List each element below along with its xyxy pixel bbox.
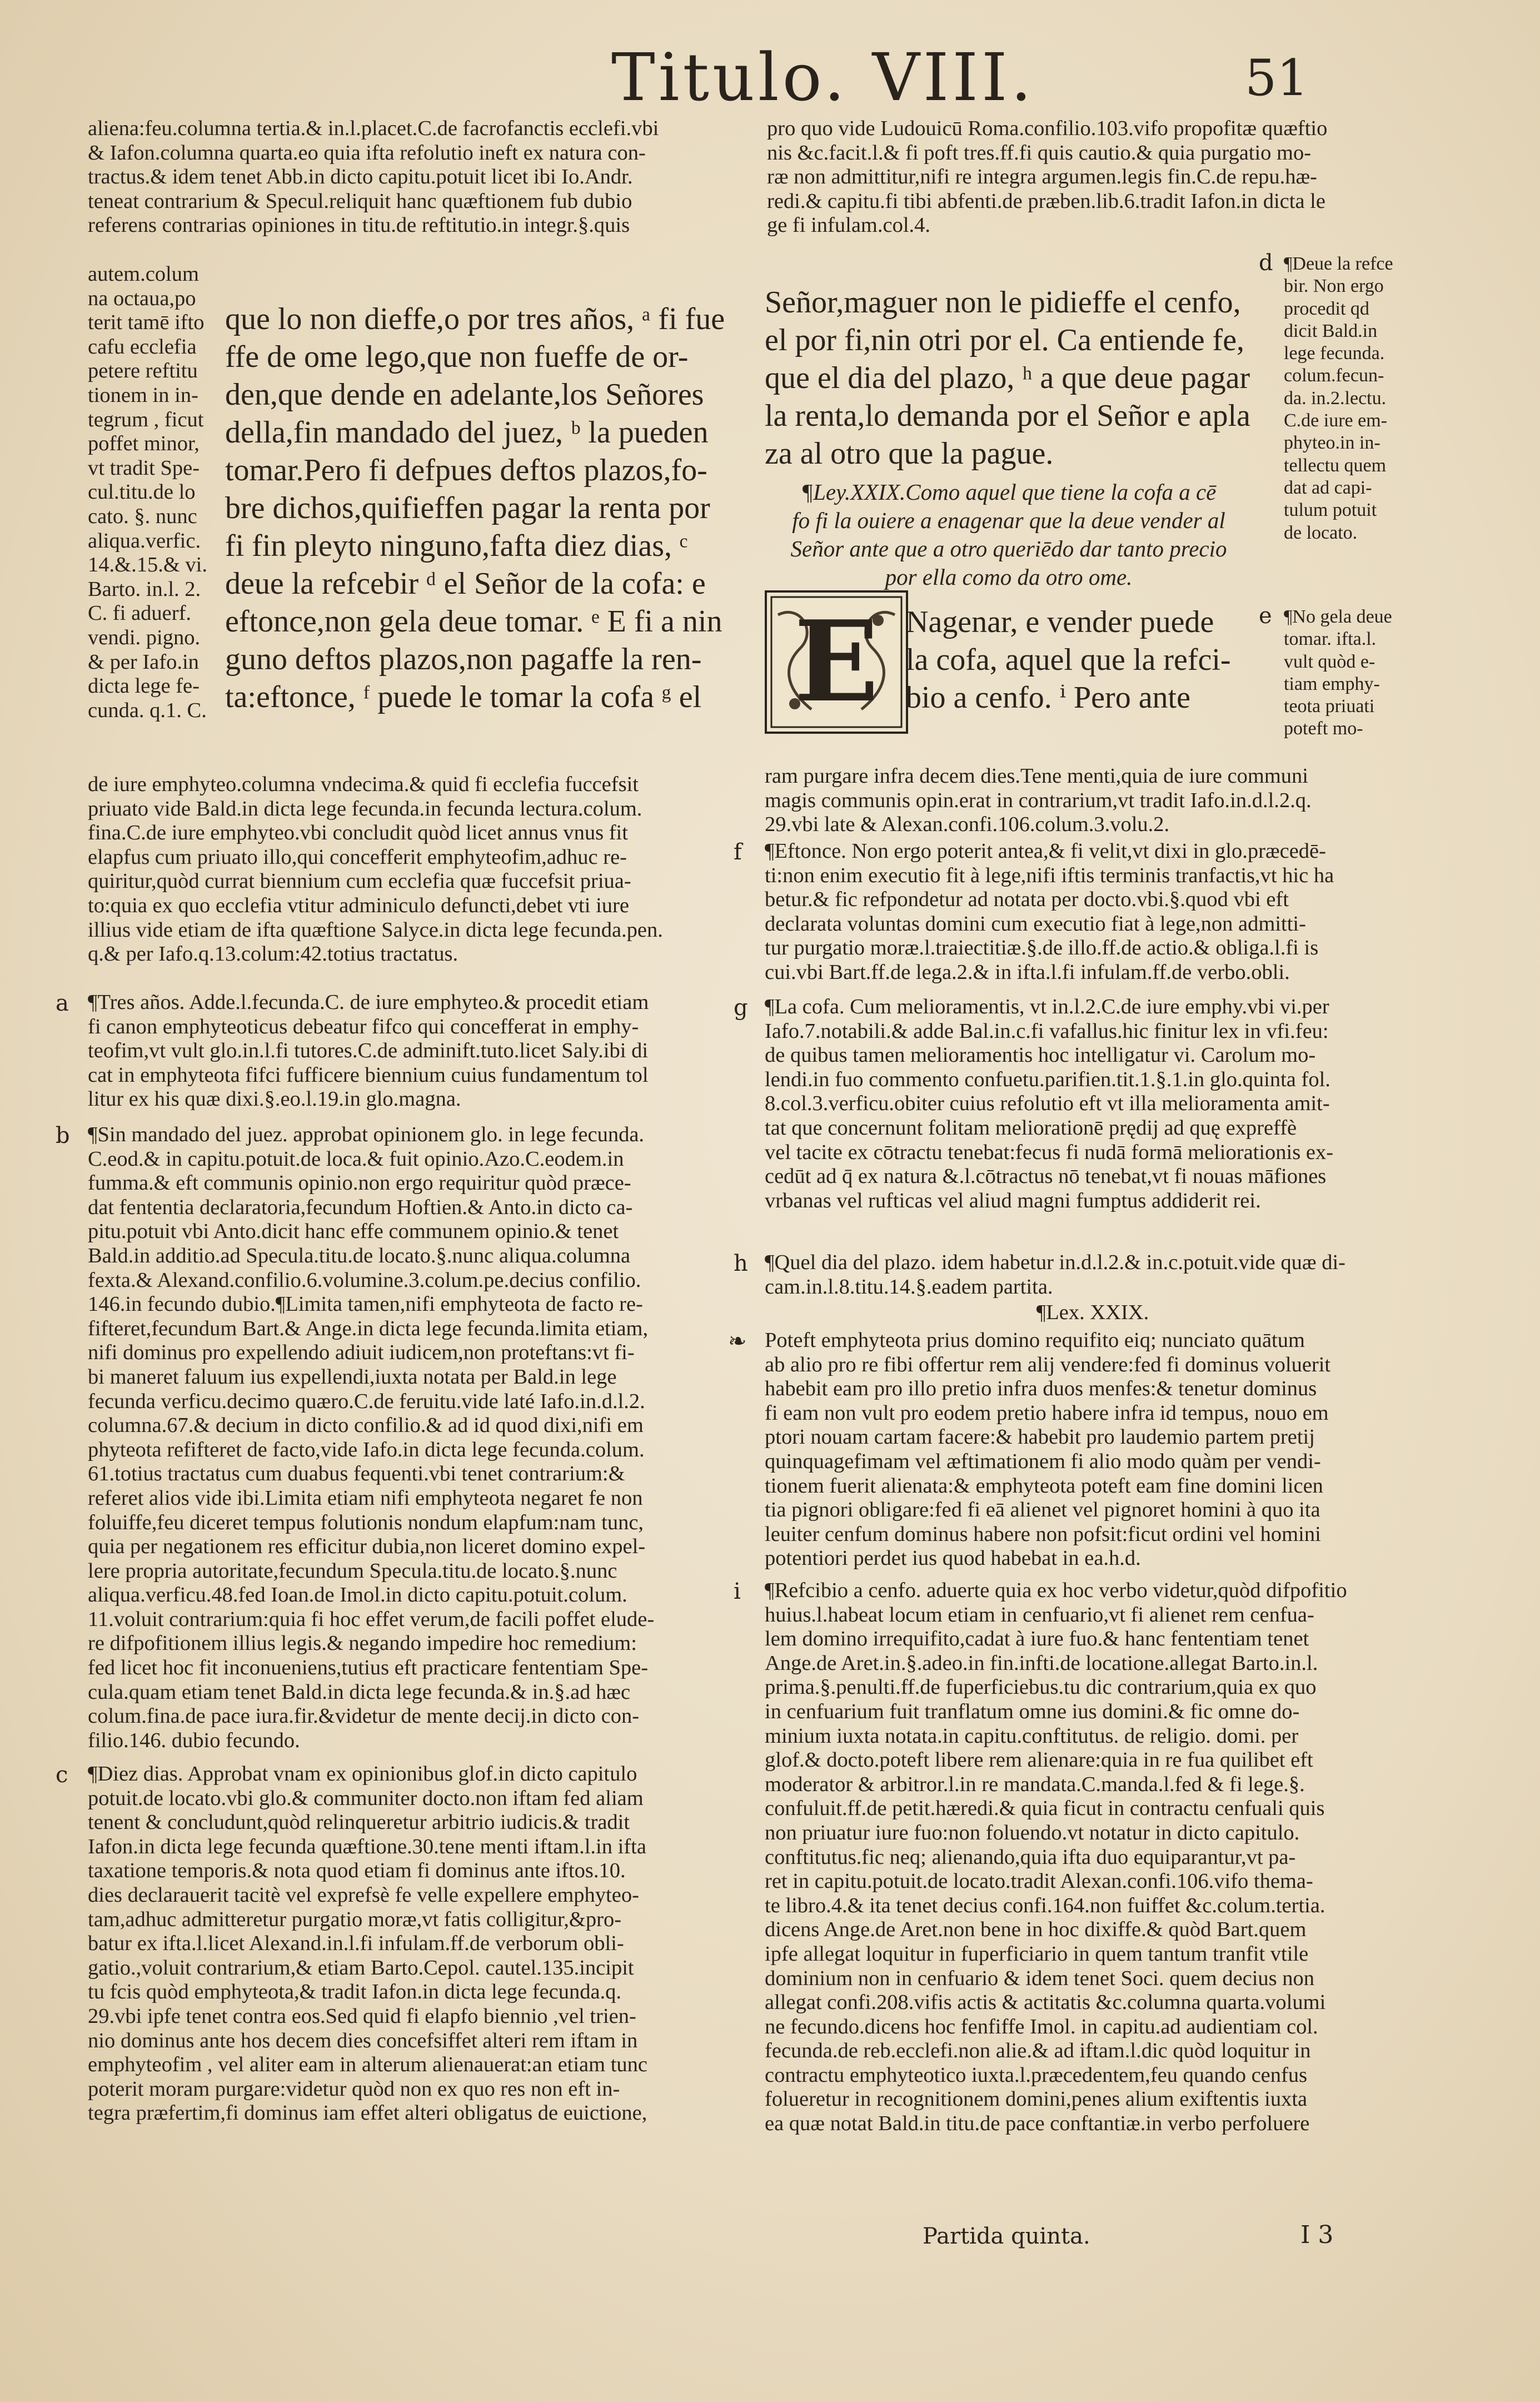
margin-line: tulum potuit — [1284, 500, 1377, 521]
text-line: que lo non dieffe,o por tres años, ᵃ fi fue — [225, 302, 725, 336]
gloss-line: non priuatur iure fuo:non foluendo.vt notatur in dicto capitulo. — [765, 1821, 1300, 1844]
gloss-line: 11.voluit contrarium:quia fi hoc effet verum,de facili poffet elude- — [88, 1607, 655, 1631]
gloss-line: quiritur,quòd currat biennium cum ecclefia quæ fuccefsit priua- — [88, 869, 631, 893]
margin-marker-e: e — [1259, 603, 1272, 629]
gloss-line: Ange.de Aret.in.§.adeo.in fin.infti.de locatione.allegat Barto.in.l. — [765, 1651, 1318, 1675]
gloss-line: nifi dominus pro expellendo adiuit iudicem,non proteftans:vt fi- — [88, 1341, 635, 1365]
gloss-line: potentiori perdet ius quod habebat in ea.h.d. — [765, 1546, 1141, 1570]
gloss-line: tat que concernunt folitam meliorationē prędij ad quę expreffè — [765, 1116, 1297, 1140]
gloss-a — [88, 991, 716, 1112]
gloss-line: gatio.,voluit contrarium,& etiam Barto.Cepol. cautel.135.incipit — [88, 1956, 634, 1980]
gloss-line: conftitutus.fic neq; alienando,quia ifta duo equiparantur,vt pa- — [765, 1845, 1296, 1869]
margin-line: de locato. — [1284, 522, 1358, 543]
gloss-line: folueretur in recognitionem domini,penes alium exiftentis iuxta — [765, 2087, 1308, 2111]
text-line: bio a cenfo. ⁱ Pero ante — [906, 680, 1190, 715]
gloss-line: ¶Refcibio a cenfo. aduerte quia ex hoc verbo videtur,quòd difpofitio — [765, 1579, 1347, 1602]
gloss-line: de iure emphyteo.columna vndecima.& quid fi ecclefia fuccefsit — [88, 773, 639, 796]
gloss-line: betur.& fic refpondetur ad notata per docto.vbi.§.quod vbi eft — [765, 888, 1289, 912]
gloss-line: 146.in fecundo dubio.¶Limita tamen,nifi emphyteota de facto re- — [88, 1292, 643, 1316]
gloss-line: ne fecundo.dicens hoc fenfiffe Imol. in capitu.ad audientiam col. — [765, 2015, 1318, 2038]
gloss-line: vendi. pigno. — [88, 625, 201, 649]
gloss-line: & Iafon.columna quarta.eo quia ifta refolutio ineft ex natura con- — [88, 141, 646, 165]
gloss-line: cafu ecclefia — [88, 335, 197, 359]
gloss-line: potuit.de locato.vbi glo.& communiter docto.non iftam fed aliam — [88, 1786, 644, 1810]
gloss-line: foluiffe,feu diceret tempus folutionis nondum elapfum:nam tunc, — [88, 1510, 644, 1534]
gloss-d-continued — [765, 764, 1421, 837]
gloss-f — [765, 839, 1421, 985]
gloss-left-bottom — [88, 773, 716, 967]
gloss-line: lendi.in fuo commento confuetu.parifien.tit.1.§.1.in glo.quinta fol. — [765, 1067, 1330, 1091]
gloss-line: cat in emphyteota fifci fufficere biennium cuius fundamentum tol — [88, 1063, 649, 1087]
margin-line: tellectu quem — [1284, 455, 1387, 476]
gloss-line: vrbanas vel rufticas vel aliud magni fumptus addiderit rei. — [765, 1188, 1261, 1212]
gloss-marker-g: g — [734, 995, 748, 1021]
decorated-initial — [765, 590, 908, 734]
page-header — [0, 33, 1540, 116]
gloss-line: 29.vbi ipfe tenet contra eos.Sed quid fi elapfo biennio ,vel trien- — [88, 2004, 636, 2028]
gloss-line: tionem in in- — [88, 383, 198, 407]
rubric-line: ¶Ley.XXIX.Como aquel que tiene la cofa a cē — [801, 479, 1217, 505]
gloss-line: elapfus cum priuato illo,qui concefferit emphyteofim,adhuc re- — [88, 845, 627, 869]
gloss-line: fed licet hoc fit inconueniens,tutius eft practicare fententiam Spe- — [88, 1656, 649, 1680]
lex-pilcrow-icon: ❧ — [728, 1329, 747, 1354]
gloss-line: huius.l.habeat locum etiam in cenfuario,vt fi alienet rem cenfua- — [765, 1603, 1314, 1627]
gloss-line: quia per negationem res efficitur dubia,non liceret domino expel- — [88, 1535, 646, 1559]
gloss-line: emphyteofim , vel aliter eam in alterum alienauerat:an etiam tunc — [88, 2053, 647, 2077]
running-footer: Partida quinta. — [923, 2224, 1090, 2249]
gloss-line: cui.vbi Bart.ff.de lega.2.& in ifta.l.fi infulam.ff.de verbo.obli. — [765, 960, 1290, 984]
gloss-line: moderator & arbitror.l.in re mandata.C.manda.l.fed & fi lege.§. — [765, 1772, 1305, 1796]
gloss-right-top — [767, 117, 1423, 238]
gloss-left-top — [88, 117, 716, 238]
main-text-right-b — [906, 603, 1273, 717]
gloss-line: teneat contrarium & Specul.reliquit hanc quæftionem fub dubio — [88, 189, 632, 213]
gloss-line: cam.in.l.8.titu.14.§.eadem partita. — [765, 1275, 1053, 1299]
gloss-line: leuiter cenfum dominus habere non pofsit:ficut ordini vel homini — [765, 1522, 1321, 1546]
gloss-line: ¶Tres años. Adde.l.fecunda.C. de iure emphyteo.& procedit etiam — [88, 991, 649, 1014]
text-line: eftonce,non gela deue tomar. ᵉ E fi a nin — [225, 604, 722, 639]
gloss-line: ¶Eftonce. Non ergo poterit antea,& fi velit,vt dixi in glo.præcedē- — [765, 839, 1326, 863]
text-line: bre dichos,quifieffen pagar la renta por — [225, 491, 710, 525]
gloss-line: cato. §. nunc — [88, 504, 197, 528]
gloss-marker-a: a — [56, 991, 69, 1016]
gloss-line: fi canon emphyteoticus debeatur fifco qui concefferat in emphy- — [88, 1014, 639, 1038]
gloss-line: fifteret,fecundum Bart.& Ange.in dicta lege fecunda.limita etiam, — [88, 1316, 649, 1340]
gloss-line: columna.67.& decium in dicto confilio.& ad id quod dixi,nifi em — [88, 1414, 644, 1438]
gloss-line: Iafon.in dicta lege fecunda quæftione.30.tene menti iftam.l.in ifta — [88, 1834, 646, 1858]
gloss-line: bi maneret faluum ius expellendi,iuxta notata per Bald.in lege — [88, 1365, 617, 1389]
gloss-line: Barto. in.l. 2. — [88, 577, 201, 601]
margin-line: dicit Bald.in — [1284, 320, 1378, 341]
gloss-g — [765, 995, 1421, 1213]
gloss-line: prima.§.penulti.ff.de fuperficiebus.tu dic contrarium,quia ex quo — [765, 1675, 1317, 1699]
rubric-line: Señor ante que a otro queriēdo dar tanto precio — [790, 536, 1227, 561]
text-line: tomar.Pero fi defpues deftos plazos,fo- — [225, 453, 707, 488]
gloss-line: batur ex ifta.l.licet Alexand.in.l.fi infulam.ff.de verborum obli- — [88, 1932, 624, 1956]
gloss-line: poffet minor, — [88, 432, 200, 456]
margin-line: da. in.2.lectu. — [1284, 387, 1387, 409]
gloss-i — [765, 1579, 1421, 2136]
text-line: el por fi,nin otri por el. Ca entiende fe, — [765, 323, 1245, 357]
gloss-line: aliqua.verfic. — [88, 529, 201, 553]
main-text-left — [225, 300, 725, 716]
margin-note-e — [1284, 606, 1428, 740]
gloss-line: ea quæ notat Bald.in titu.de pace conftantiæ.in verbo perfoluere — [765, 2112, 1310, 2136]
gloss-line: vel tacite ex cōtractu tenebat:fecus fi nudā formā meliorationis ex- — [765, 1140, 1334, 1164]
margin-line: procedit qd — [1284, 298, 1369, 319]
text-line: guno deftos plazos,non pagaffe la ren- — [225, 642, 702, 677]
gloss-line: ab alio pro re fibi offertur rem alij vendere:fed fi dominus voluerit — [765, 1352, 1331, 1376]
text-line: ta:eftonce, ᶠ puede le tomar la cofa ᵍ el — [225, 680, 702, 714]
gloss-line: vt tradit Spe- — [88, 456, 200, 480]
gloss-line: declarata voluntas domini cum executio fiat à lege,non admitti- — [765, 912, 1306, 936]
gloss-line: ¶La cofa. Cum melioramentis, vt in.l.2.C.de iure emphy.vbi vi.per — [765, 995, 1329, 1018]
gloss-line: taxatione temporis.& nota quod etiam fi dominus ante iftos.10. — [88, 1859, 626, 1883]
gloss-line: fecunda.de reb.ecclefi.non alie.& ad iftam.l.dic quòd loquitur in — [765, 2039, 1311, 2063]
gloss-marker-i: i — [734, 1579, 741, 1604]
gloss-line: q.& per Iafo.q.13.colum:42.totius tractatus. — [88, 942, 458, 966]
margin-line: dat ad capi- — [1284, 477, 1372, 498]
gloss-line: lem domino irrequifito,cadat à iure fuo.& hanc fententiam tenet — [765, 1627, 1309, 1651]
gloss-line: nis &c.facit.l.& fi poft tres.ff.fi quis cautio.& quia purgatio mo- — [767, 141, 1312, 165]
gloss-line: & per Iafo.in — [88, 650, 199, 674]
gloss-marker-b: b — [56, 1123, 70, 1148]
margin-line: lege fecunda. — [1284, 343, 1385, 364]
gloss-line: fumma.& eft communis opinio.non ergo requiritur quòd præce- — [88, 1171, 631, 1195]
gloss-line: cula.quam etiam tenet Bald.in dicta lege fecunda.& in.§.ad hæc — [88, 1680, 631, 1704]
gloss-line: habebit eam pro illo pretio infra duos menfes:& tenetur dominus — [765, 1377, 1317, 1401]
margin-line: phyteo.in in- — [1284, 432, 1380, 454]
gloss-line: referet alios vide ibi.Limita etiam nifi emphyteota negaret fe non — [88, 1486, 643, 1510]
gloss-line: poterit moram purgare:videtur quòd non ex quo res non eft in- — [88, 2077, 620, 2101]
gloss-line: redi.& capitu.fi tibi abfenti.de præben.lib.6.tradit Iafon.in dicta le — [767, 189, 1325, 213]
gloss-line: ¶Diez dias. Approbat vnam ex opinionibus glof.in dicto capitulo — [88, 1762, 637, 1786]
gloss-line: ti:non enim executio fit à lege,nifi iftis terminis tranfactis,vt hic ha — [765, 863, 1334, 887]
gloss-line: referens contrarias opiniones in titu.de reftitutio.in integr.§.quis — [88, 213, 630, 237]
gloss-line: teofim,vt vult glo.in.l.fi tutores.C.de adminift.tuto.licet Saly.ibi di — [88, 1039, 649, 1063]
gloss-line: pitu.potuit vbi Anto.dicit hanc effe communem opinio.& tenet — [88, 1220, 619, 1244]
gloss-line: nio dominus ante hos decem dies concefsiffet alteri rem iftam in — [88, 2028, 638, 2052]
gloss-line: dominium non in cenfuario & idem tenet Soci. quem decius non — [765, 1966, 1315, 1990]
gloss-line: illius vide etiam de ifta quæftione Salyce.in dicta lege fecunda.pen. — [88, 918, 663, 942]
gloss-line: ¶Quel dia del plazo. idem habetur in.d.l.2.& in.c.potuit.vide quæ di- — [765, 1251, 1345, 1274]
margin-note-d — [1284, 253, 1428, 544]
gloss-line: magis communis opin.erat in contrarium,vt tradit Iafo.in.d.l.2.q. — [765, 788, 1312, 812]
gloss-c — [88, 1762, 716, 2126]
text-line: den,que dende en adelante,los Señores — [225, 377, 704, 412]
gloss-line: aliqua.verficu.48.fed Ioan.de Imol.in dicto capitu.potuit.colum. — [88, 1583, 627, 1607]
text-line: ffe de ome lego,que non fueffe de or- — [225, 340, 689, 374]
gloss-line: tia pignori obligare:fed fi eā alienet vel pignoret homini à quo ita — [765, 1498, 1320, 1522]
gloss-line: confuluit.ff.de petit.hæredi.& quia ficut in contractu cenfuali quis — [765, 1797, 1325, 1821]
gloss-line: tenent & concludunt,quòd relinqueretur arbitrio iudicis.& tradit — [88, 1811, 630, 1834]
gloss-line: glof.& docto.poteft libere rem alienare:quia in re fua quilibet eft — [765, 1748, 1313, 1772]
gloss-marker-h: h — [734, 1251, 748, 1276]
gloss-line: dies declarauerit tacitè vel exprefsè fe velle expellere emphyteo- — [88, 1883, 639, 1907]
margin-line: teota priuati — [1284, 696, 1375, 717]
gloss-line: phyteota refifteret de facto,vide Iafo.in dicta lege fecunda.colum. — [88, 1438, 645, 1461]
text-line: la cofa, aquel que la refci- — [906, 643, 1231, 677]
gloss-marker-c: c — [56, 1762, 68, 1788]
gloss-line: Bald.in additio.ad Specula.titu.de locato.§.nunc aliqua.columna — [88, 1244, 631, 1267]
gloss-line: in cenfuarium fuit tranflatum omne ius domini.& fic omne do- — [765, 1699, 1300, 1723]
gloss-line: tu fcis quòd emphyteota,& tradit Iafon.in dicta lege fecunda.q. — [88, 1980, 622, 2004]
gloss-left-narrow — [88, 262, 221, 723]
margin-line: tomar. ifta.l. — [1284, 629, 1377, 650]
gloss-line: dicta lege fe- — [88, 674, 200, 698]
gloss-line: ¶Sin mandado del juez. approbat opinionem glo. in lege fecunda. — [88, 1123, 645, 1146]
running-title: Titulo. VIII. — [611, 39, 1035, 116]
gloss-line: 29.vbi late & Alexan.confi.106.colum.3.volu.2. — [765, 813, 1170, 837]
gloss-line: C. fi aduerf. — [88, 601, 192, 625]
margin-line: vult quòd e- — [1284, 651, 1375, 672]
gloss-line: tegrum , ficut — [88, 407, 204, 431]
gloss-line: ræ non admittitur,nifi re integra argumen.legis fin.C.de repu.hæ- — [767, 165, 1317, 189]
gloss-line: tionem fuerit alienata:& emphyteota poteft eam fine domini licen — [765, 1474, 1323, 1498]
gloss-line: litur ex his quæ dixi.§.eo.l.19.in glo.magna. — [88, 1087, 461, 1111]
gloss-line: re difpofitionem illius legis.& negando impedire hoc remedium: — [88, 1632, 637, 1655]
main-text-right-a — [765, 284, 1265, 473]
gloss-line: Poteft emphyteota prius domino requifito eiq; nunciato quātum — [765, 1329, 1305, 1352]
text-line: que el dia del plazo, ʰ a que deue pagar — [765, 361, 1250, 395]
gloss-line: allegat confi.208.vifis actis & actitatis &c.columna quarta.volumi — [765, 1991, 1326, 2015]
text-line: Nagenar, e vender puede — [906, 605, 1214, 639]
gloss-line: quinquagefimam vel æftimationem fi alio modo quàm per vendi- — [765, 1449, 1321, 1473]
gloss-line: pro quo vide Ludouicū Roma.confilio.103.vifo propofitæ quæftio — [767, 117, 1328, 140]
ley-rubric — [745, 478, 1273, 591]
gloss-h — [765, 1251, 1421, 1299]
text-line: za al otro que la pague. — [765, 436, 1054, 471]
margin-line: ¶Deue la refce — [1284, 253, 1393, 274]
gloss-line: de quibus tamen melioramentis hoc intelligatur vi. Carolum mo- — [765, 1043, 1316, 1067]
gloss-line: ptori nouam cartam facere:& habebit pro laudemio partem pretij — [765, 1425, 1315, 1449]
gloss-line: contractu emphyteotico iuxta.l.præcedentem,feu quando cenfus — [765, 2063, 1308, 2087]
initial-letter: E — [794, 596, 879, 727]
gloss-line: minium iuxta notata.in capitu.conftitutus. de religio. domi. per — [765, 1724, 1299, 1748]
margin-line: bir. Non ergo — [1284, 276, 1384, 297]
gloss-line: tam,adhuc admitteretur purgatio moræ,vt fatis colligitur,&pro- — [88, 1907, 622, 1931]
gloss-line: dat fententia declaratoria,fecundum Hoftien.& Anto.in dicto ca- — [88, 1195, 633, 1219]
margin-line: colum.fecun- — [1284, 365, 1384, 386]
gloss-line: ret in capitu.potuit.de locato.tradit Alexan.confi.106.vifo thema- — [765, 1869, 1313, 1893]
text-line: Señor,maguer non le pidieffe el cenfo, — [765, 285, 1241, 320]
signature-mark: I 3 — [1300, 2221, 1334, 2249]
page-number: 51 — [1245, 49, 1309, 107]
gloss-line: cedūt ad q̄ ex natura &.l.cōtractus nō tenebat,vt fi nouas māfiones — [765, 1165, 1327, 1188]
gloss-line: to:quia ex quo ecclefia vtitur adminiculo defuncti,debet vti iure — [88, 893, 629, 917]
text-line: deue la refcebir ᵈ el Señor de la cofa: e — [225, 566, 706, 601]
margin-line: tiam emphy- — [1284, 673, 1380, 694]
text-line: fi fin pleyto ninguno,fafta diez dias, ᶜ — [225, 529, 688, 563]
gloss-line: tractus.& idem tenet Abb.in dicto capitu.potuit licet ibi Io.Andr. — [88, 165, 633, 189]
text-line: la renta,lo demanda por el Señor e apla — [765, 399, 1250, 433]
gloss-line: tegra præfertim,fi dominus iam effet alteri obligatus de euictione, — [88, 2101, 647, 2125]
gloss-line: ge fi infulam.col.4. — [767, 213, 931, 237]
gloss-line: 61.totius tractatus cum duabus fequenti.vbi tenet contrarium:& — [88, 1462, 625, 1486]
rubric-line: fo fi la ouiere a enagenar que la deue vender al — [792, 508, 1225, 533]
gloss-line: autem.colum — [88, 262, 199, 286]
text-line: della,fin mandado del juez, ᵇ la pueden — [225, 415, 709, 450]
gloss-marker-f: f — [734, 839, 742, 865]
gloss-line: dicens Ange.de Aret.non bene in hoc dixiffe.& quòd Bart.quem — [765, 1918, 1307, 1942]
gloss-line: filio.146. dubio fecundo. — [88, 1728, 300, 1752]
gloss-line: cul.titu.de lo — [88, 480, 196, 504]
gloss-line: 8.col.3.verficu.obiter cuius refolutio eft vt illa melioramenta amit- — [765, 1092, 1330, 1116]
gloss-line: ipfe allegat loquitur in fuperficiario in quem tantum tranfit vtile — [765, 1942, 1309, 1966]
margin-line: ¶No gela deue — [1284, 606, 1392, 627]
rubric-line: por ella como da otro ome. — [885, 564, 1133, 590]
margin-line: poteft mo- — [1284, 718, 1363, 739]
margin-line: C.de iure em- — [1284, 410, 1387, 431]
gloss-line: na octaua,po — [88, 286, 196, 310]
gloss-line: terit tamē ifto — [88, 311, 205, 335]
gloss-line: fecunda verficu.decimo quæro.C.de feruitu.vide laté Iafo.in.d.l.2. — [88, 1389, 645, 1413]
gloss-line: tur purgatio moræ.l.traiectitiæ.§.de illo.ff.de actio.& obliga.l.fi is — [765, 936, 1319, 960]
lex-summary — [765, 1329, 1421, 1571]
gloss-line: colum.fina.de pace iura.fir.&videtur de mente decij.in dicto con- — [88, 1704, 640, 1728]
margin-marker-d: d — [1259, 250, 1273, 276]
gloss-line: priuato vide Bald.in dicta lege fecunda.in fecunda lectura.colum. — [88, 797, 642, 820]
gloss-line: Iafo.7.notabili.& adde Bal.in.c.fi vafallus.hic finitur lex in vfi.feu: — [765, 1019, 1329, 1043]
gloss-line: fexta.& Alexand.confilio.6.volumine.3.colum.pe.decius confilio. — [88, 1268, 641, 1292]
gloss-line: cunda. q.1. C. — [88, 698, 207, 722]
gloss-line: petere reftitu — [88, 359, 198, 383]
gloss-line: ram purgare infra decem dies.Tene menti,quia de iure communi — [765, 764, 1308, 788]
gloss-line: fina.C.de iure emphyteo.vbi concludit quòd licet annus vnus fit — [88, 821, 628, 845]
lex-heading: ¶Lex. XXIX. — [1036, 1301, 1149, 1324]
gloss-line: te libro.4.& ita tenet decius confi.164.non fuiffet &c.colum.tertia. — [765, 1893, 1325, 1917]
gloss-line: 14.&.15.& vi. — [88, 553, 207, 577]
gloss-line: lere propria autoritate,fecundum Specula.titu.de locato.§.nunc — [88, 1559, 617, 1583]
gloss-line: aliena:feu.columna tertia.& in.l.placet.C.de facrofanctis ecclefi.vbi — [88, 117, 659, 140]
gloss-line: C.eod.& in capitu.potuit.de loca.& fuit opinio.Azo.C.eodem.in — [88, 1147, 624, 1171]
gloss-line: fi eam non vult pro eodem pretio habere infra id tempus, nouo em — [765, 1401, 1329, 1425]
gloss-b — [88, 1123, 716, 1753]
